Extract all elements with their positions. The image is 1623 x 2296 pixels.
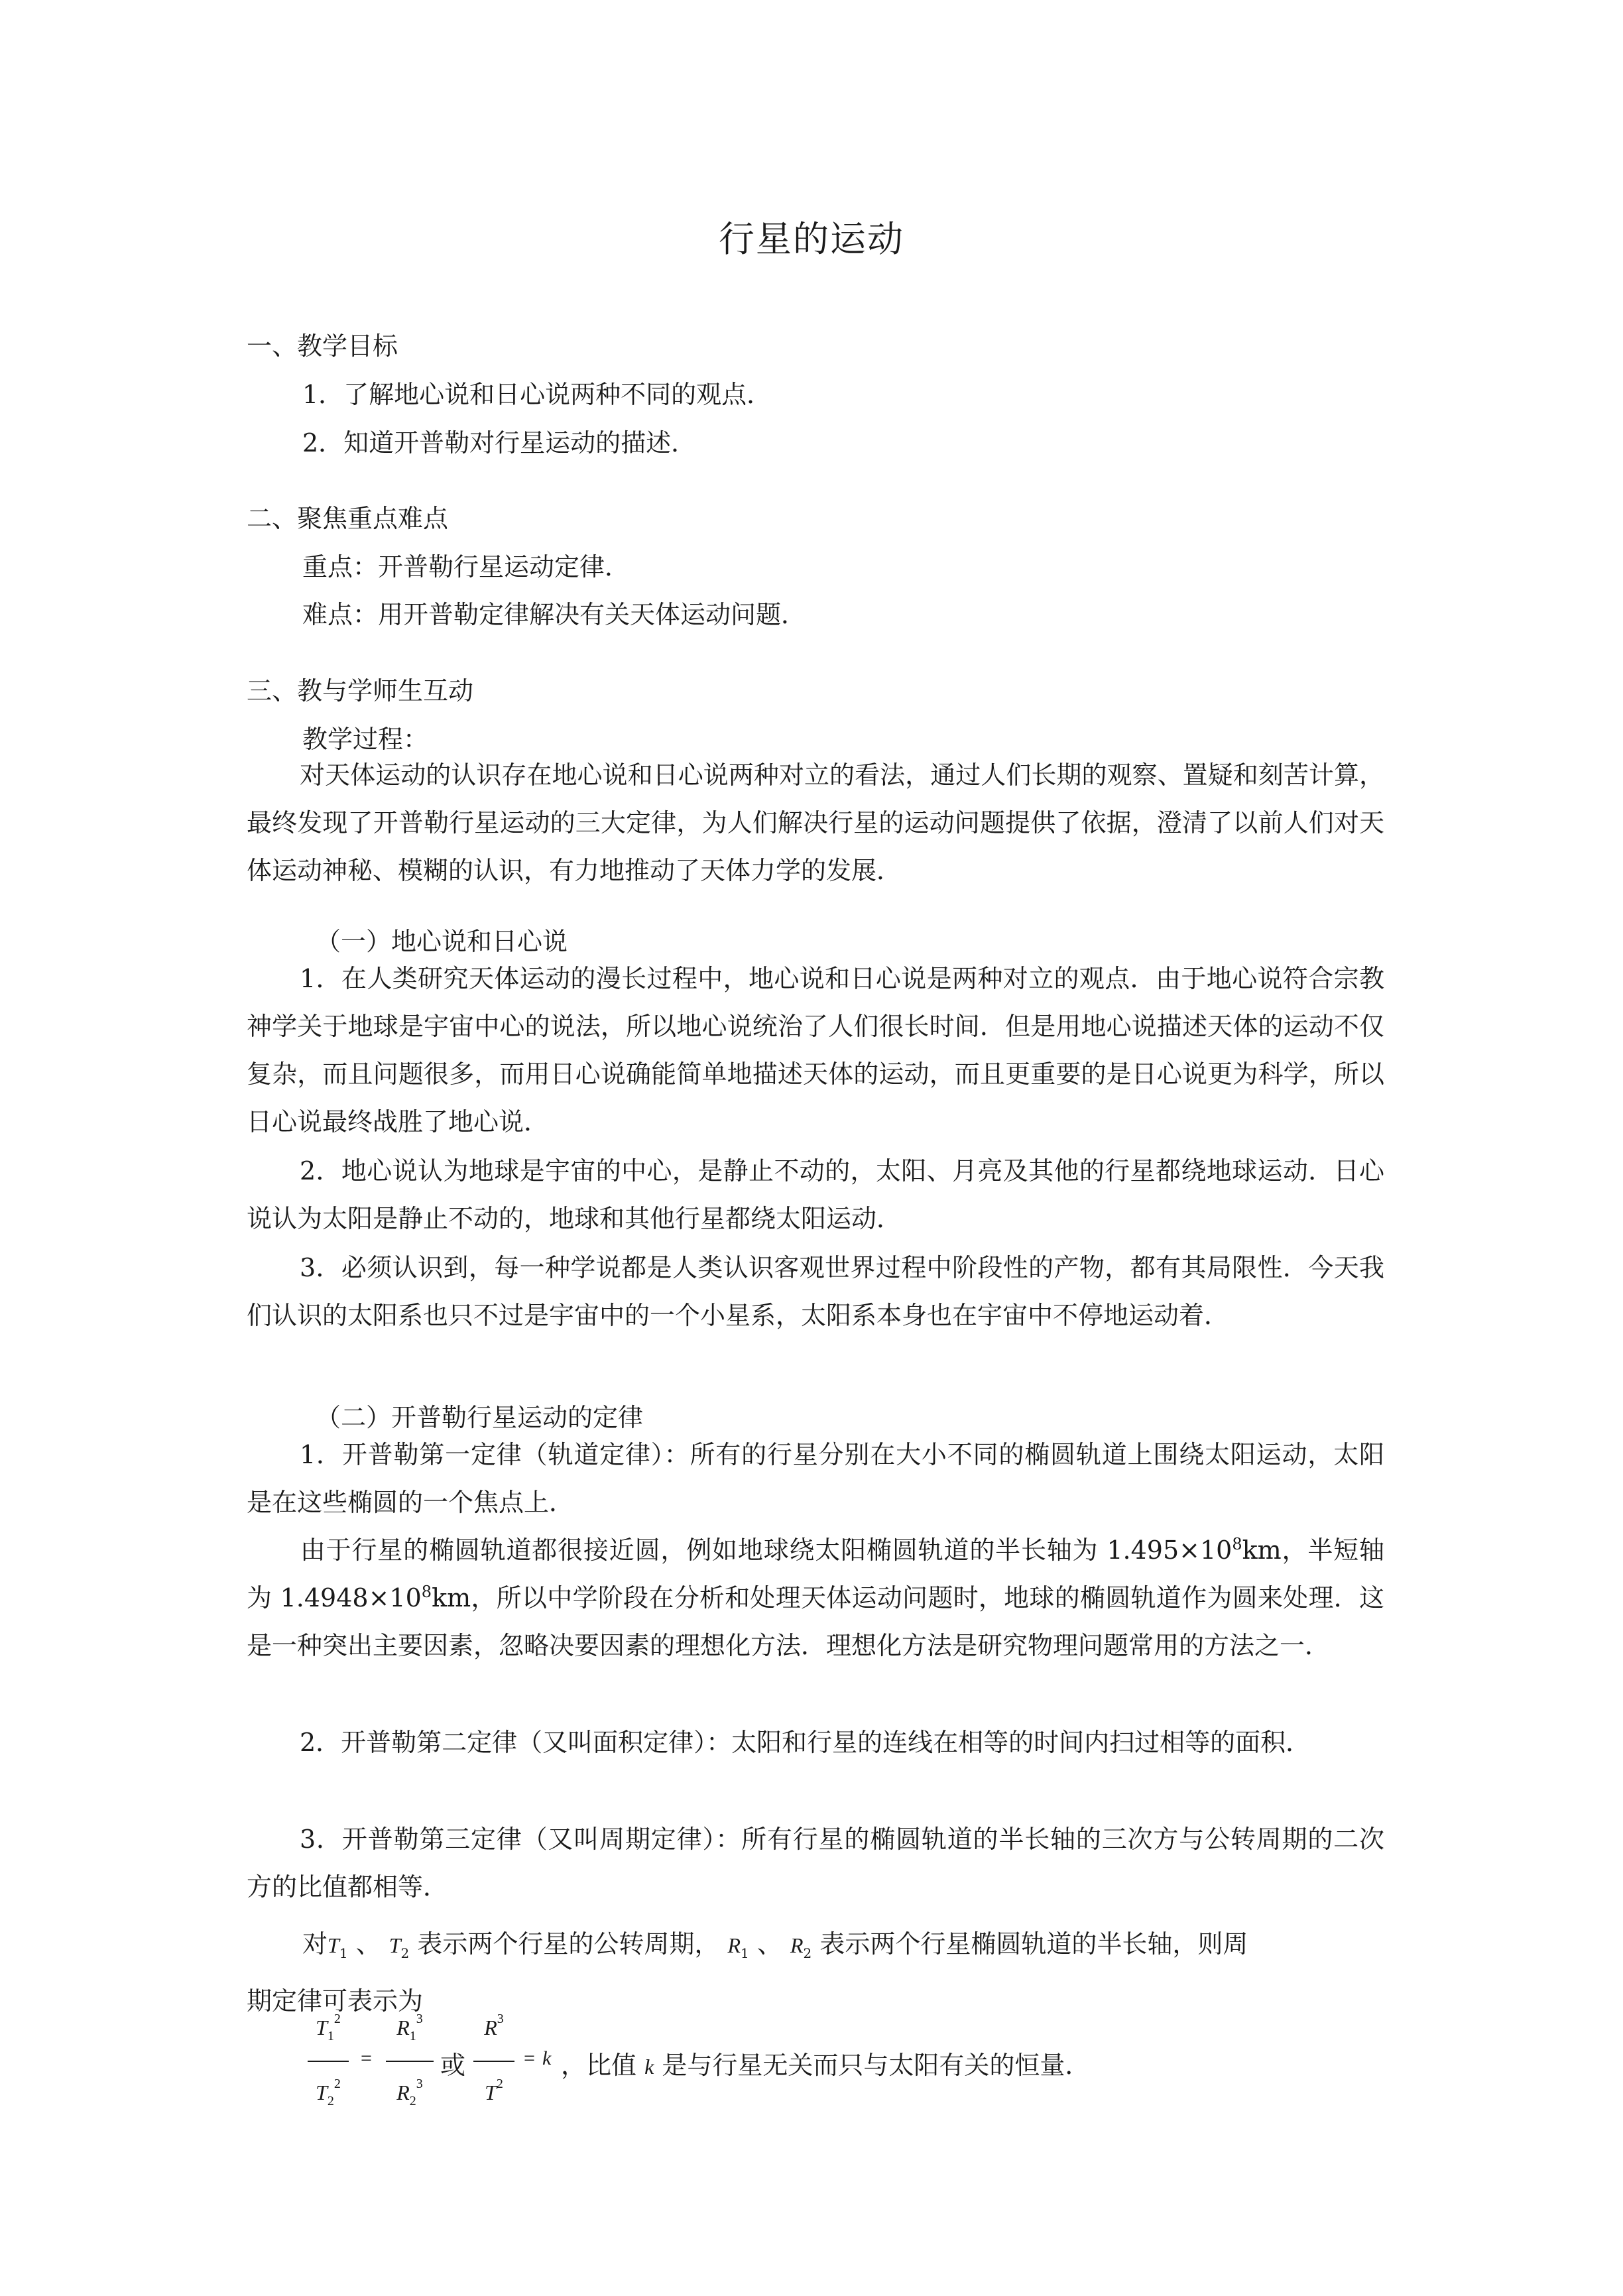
fraction-R-T [471,2012,517,2122]
difficult-point: 难点：用开普勒定律解决有关天体运动问题． [302,600,807,629]
ellipse-text-b: km，半短轴为 1.4948×10 [247,1536,1385,1612]
superscript-2: 2 [333,2012,341,2026]
separator: 、 [756,1929,782,1959]
subscript-1: 1 [327,2029,334,2043]
symbols-text-a: 对 [302,1929,328,1959]
symbol-k: k [542,2047,552,2069]
symbol-R: R [790,1933,804,1957]
subscript-2: 2 [803,1945,812,1961]
ellipse-text-a: 由于行星的椭圆轨道都很接近圆，例如地球绕太阳椭圆轨道的半长轴为 1.495×10 [300,1536,1232,1565]
part2-heading: （二）开普勒行星运动的定律 [316,1403,644,1432]
intro-paragraph [247,751,1384,894]
subscript-1: 1 [409,2029,416,2043]
part1-p1-text: 1．在人类研究天体运动的漫长过程中，地心说和日心说是两种对立的观点．由于地心说符合宗教神学关于地球是宇宙中心的说法，所以地心说统治了人们很长时间．但是用地心说描述天体的运动不仅复杂，而且问题很多，而用日心说确能简单地描述天体的运动，而且更重要的是日心说更为科学，所以日心说最终战胜了地心说． [247,964,1384,1136]
symbol-k: k [644,2055,654,2079]
section-heading-focus: 二、聚焦重点难点 [247,504,449,533]
superscript-3: 3 [497,2012,504,2026]
symbol-R: R [396,2081,410,2104]
symbols-line-2: 期定律可表示为 [247,1986,424,2016]
symbols-text-b: 表示两个行星的公转周期， [417,1929,720,1959]
tail-text-b: 是与行星无关而只与太阳有关的恒量． [662,2051,1091,2080]
process-label: 教学过程： [302,725,429,754]
fraction-bar [386,2061,434,2062]
section-heading-goals: 一、教学目标 [247,332,398,361]
superscript-3: 3 [416,2012,423,2026]
part1-paragraph-2 [247,1147,1384,1242]
ellipse-text-c: km，所以中学阶段在分析和处理天体运动问题时，地球的椭圆轨道作为圆来处理．这是一种突出主要因素，忽略决要因素的理想化方法．理想化方法是研究物理问题常用的方法之一． [247,1583,1384,1660]
part1-p2-text: 2．地心说认为地球是宇宙的中心，是静止不动的，太阳、月亮及其他的行星都绕地球运动．日心说认为太阳是静止不动的，地球和其他行星都绕太阳运动． [247,1156,1384,1233]
period-law-formula [305,2012,1432,2148]
fraction-R1-R2 [383,2012,436,2122]
or-word: 或 [440,2051,466,2080]
intro-text: 对天体运动的认识存在地心说和日心说两种对立的看法，通过人们长期的观察、置疑和刻苦计算，最终发现了开普勒行星运动的三大定律，为人们解决行星的运动问题提供了依据，澄清了以前人们对天体运动神秘、模糊的认识，有力地推动了天体力学的发展． [247,760,1384,885]
superscript-2: 2 [333,2077,341,2091]
part1-heading: （一）地心说和日心说 [316,927,568,956]
formula-tail [561,2045,1090,2081]
fraction-bar [473,2061,514,2062]
subscript-1: 1 [339,1945,348,1961]
part1-p3-text: 3．必须认识到，每一种学说都是人类认识客观世界过程中阶段性的产物，都有其局限性．今天我们认识的太阳系也只不过是宇宙中的一个小星系，太阳系本身也在宇宙中不停地运动着． [247,1253,1384,1330]
subscript-2: 2 [327,2094,334,2108]
part1-paragraph-3 [247,1244,1384,1339]
exponent-1: 8 [1232,1535,1242,1553]
section-heading-interaction: 三、教与学师生互动 [247,676,474,705]
symbol-T: T [485,2081,497,2104]
kepler-law-3-text: 3．开普勒第三定律（又叫周期定律）：所有行星的椭圆轨道的半长轴的三次方与公转周期的二次方的比值都相等． [247,1825,1384,1902]
kepler-law-2-text: 2．开普勒第二定律（又叫面积定律）：太阳和行星的连线在相等的时间内扫过相等的面积． [300,1728,1311,1757]
symbol-R: R [727,1933,741,1957]
kepler-law-1-text: 1．开普勒第一定律（轨道定律）：所有的行星分别在大小不同的椭圆轨道上围绕太阳运动，太阳是在这些椭圆的一个焦点上． [247,1440,1384,1517]
symbol-T: T [328,1933,339,1957]
symbol-T: T [316,2081,328,2104]
exponent-2: 8 [421,1583,432,1601]
kepler-law-1 [247,1431,1384,1526]
goal-item-1: 1．了解地心说和日心说两种不同的观点． [302,380,772,409]
key-point: 重点：开普勒行星运动定律． [302,552,631,581]
symbol-R: R [396,2016,410,2039]
superscript-2: 2 [496,2077,503,2091]
kepler-law-3 [247,1815,1384,1911]
part1-paragraph-1 [247,955,1384,1146]
ellipse-paragraph [247,1526,1384,1669]
symbol-T: T [316,2016,328,2039]
subscript-2: 2 [400,1945,410,1961]
page-title: 行星的运动 [719,218,904,260]
fraction-T1-T2 [305,2012,351,2122]
subscript-2: 2 [409,2094,416,2108]
symbol-R: R [484,2016,497,2039]
subscript-1: 1 [741,1945,749,1961]
symbols-line [302,1917,1248,1980]
symbol-T: T [389,1933,401,1957]
goal-item-2: 2．知道开普勒对行星运动的描述． [302,428,697,457]
tail-text-a: ，比值 [561,2051,637,2080]
equals-sign: = [361,2047,372,2069]
superscript-3: 3 [416,2077,423,2091]
separator: 、 [355,1929,381,1959]
fraction-bar [308,2061,349,2062]
symbols-text-c: 表示两个行星椭圆轨道的半长轴，则周 [819,1929,1248,1959]
equals-sign: = [524,2047,535,2069]
kepler-law-2 [247,1719,1384,1766]
